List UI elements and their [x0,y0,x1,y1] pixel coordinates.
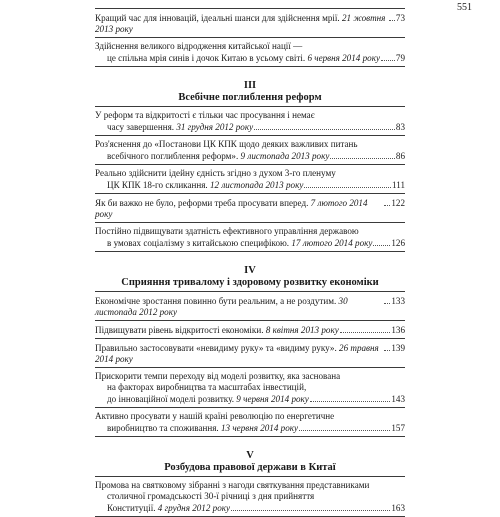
section-heading [95,80,405,106]
entry-title-line: Конституції. 4 грудня 2012 року [107,503,231,513]
toc-entry [95,194,405,223]
entry-title-line: в умовах соціалізму з китайською специфікою. 17 лютого 2014 року [107,238,373,248]
section-number: IV [244,265,256,276]
entry-date: 17 лютого 2014 року [291,238,373,248]
entry-title-line: Підвищувати рівень відкритості економіки. 8 квітня 2013 року [95,325,339,335]
toc-entry [95,321,405,339]
entry-date: 26 травня 2014 року [95,343,379,364]
entry-title-line: це спільна мрія синів і дочок Китаю в усьому світі. 6 червня 2014 року [107,53,380,63]
entry-title-line: Роз'яснення до «Постанови ЦК КПК щодо деяких важливих питань [95,139,358,149]
section-heading [95,450,405,476]
entry-last-line [95,422,405,434]
toc-entry [95,165,405,194]
entry-title-line: Активно просувати у нашій країні революцію по енергетичне [95,411,335,421]
entry-title-line: столичної громадськості 30-ї річниці з дня прийняття [107,491,315,501]
entry-title-line: Прискорити темпи переходу від моделі розвитку, яка заснована [95,371,341,381]
dot-leader [254,121,395,130]
toc-entry [95,8,405,38]
dot-leader [384,197,390,206]
section-title: Сприяння тривалому і здоровому розвитку економіки [121,277,379,288]
toc-entry [95,339,405,368]
entry-page-number: 73 [395,13,405,23]
entry-title-line: Реально здійснити ідейну єдність згідно з духом 3-го пленуму [95,168,336,178]
entry-title-line: Як би важко не було, реформи треба просувати вперед. 7 лютого 2014 року [95,198,368,219]
entry-date: 9 листопада 2013 року [240,151,330,161]
entry-title-line: Економічне зростання повинно бути реальним, а не роздутим. 30 листопада 2012 року [95,296,348,317]
entry-page-number: 139 [391,343,405,353]
entry-last-line [95,342,405,365]
entry-title-line: Постійно підвищувати здатність ефективного управління державою [95,226,359,236]
entry-title-line: Кращий час для інновацій, ідеальні шанси для здійснення мрії. 21 жовтня 2013 року [95,13,386,34]
toc-entry [95,476,405,517]
dot-leader [384,342,390,351]
dot-leader [389,12,395,21]
toc-entry [95,368,405,408]
section-number: III [243,80,257,91]
dot-leader [384,295,390,304]
dot-leader [299,422,390,431]
entry-title-line: У реформ та відкритості є тільки час просування і немає [95,110,315,120]
entry-date: 9 червня 2014 року [236,394,309,404]
toc-entry [95,38,405,67]
entry-page-number: 136 [391,325,405,335]
entry-title-line: Здійснення великого відродження китайської нації — [95,41,303,51]
entry-title-line: всебічного поглиблення реформ». 9 листопада 2013 року [107,151,330,161]
entry-page-number: 143 [391,394,405,404]
dot-leader [381,52,395,61]
section-title: Розбудова правової держави в Китаї [164,462,336,473]
entry-date: 21 жовтня 2013 року [95,13,386,34]
entry-last-line [95,150,405,162]
entry-title-line: до інноваційної моделі розвитку. 9 червня 2014 року [107,394,309,404]
dot-leader [310,393,391,402]
entry-page-number: 122 [391,198,405,208]
entry-page-number: 163 [391,503,405,513]
section-title: Всебічне поглиблення реформ [178,92,322,103]
entry-last-line [95,324,405,336]
toc-entry [95,291,405,321]
entry-date: 12 листопада 2013 року [209,180,304,190]
entry-page-number: 133 [391,296,405,306]
entry-title-line: ЦК КПК 18-го скликання. 12 листопада 2013 року [107,180,304,190]
entry-date: 7 лютого 2014 року [95,198,368,219]
entry-title-line: Промова на святковому зібранні з нагоди святкування представниками [95,480,370,490]
entry-last-line [95,197,405,220]
toc-entry [95,136,405,165]
entry-last-line [95,237,405,249]
entry-last-line [95,52,405,64]
dot-leader [304,179,391,188]
entry-title-line: на факторах виробництва та масштабах інвестицій, [107,382,307,392]
table-of-contents [95,8,405,517]
entry-date: 30 листопада 2012 року [95,296,348,317]
toc-entry [95,106,405,136]
entry-date: 13 червня 2014 року [220,423,299,433]
dot-leader [373,237,390,246]
entry-date: 4 грудня 2012 року [157,503,231,513]
entry-date: 6 червня 2014 року [307,53,380,63]
entry-title-line: Правильно застосовувати «невидиму руку» та «видиму руку». 26 травня 2014 року [95,343,379,364]
section-heading [95,265,405,291]
toc-entry [95,223,405,252]
entry-last-line [95,295,405,318]
entry-last-line [95,502,405,514]
entry-page-number: 83 [395,122,405,132]
entry-page-number: 157 [391,423,405,433]
entry-page-number: 86 [395,151,405,161]
entry-last-line [95,393,405,405]
entry-last-line [95,121,405,133]
toc-entry [95,408,405,437]
entry-last-line [95,179,405,191]
entry-title-line: часу завершення. 31 грудня 2012 року [107,122,254,132]
entry-title-line: виробництво та споживання. 13 червня 2014 року [107,423,299,433]
dot-leader [231,502,390,511]
dot-leader [330,150,395,159]
entry-last-line [95,12,405,35]
entry-page-number: 126 [391,238,405,248]
dot-leader [340,324,391,333]
entry-page-number: 79 [395,53,405,63]
entry-date: 8 квітня 2013 року [265,325,339,335]
section-number: V [246,450,254,461]
page-number: 551 [457,2,472,13]
entry-page-number: 111 [392,180,405,190]
entry-date: 31 грудня 2012 року [176,122,254,132]
